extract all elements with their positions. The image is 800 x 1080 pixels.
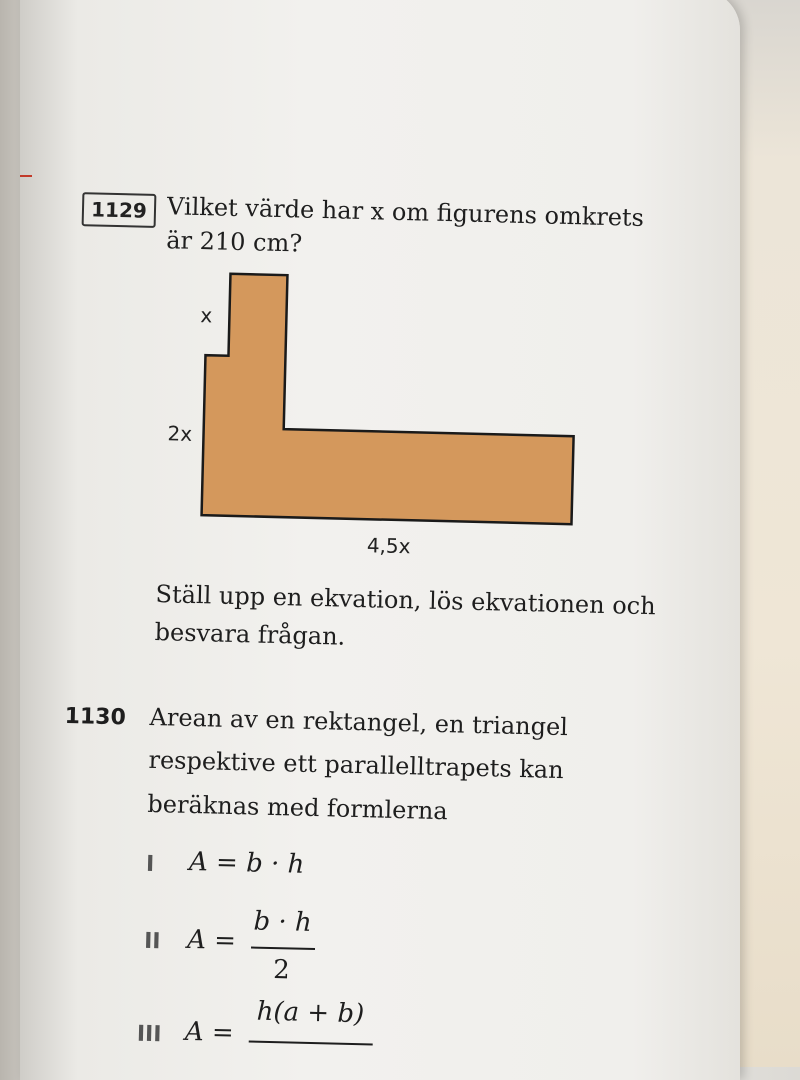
formula-2-numerator: b · h (253, 906, 313, 938)
formula-3-lhs: A = (184, 1016, 235, 1049)
label-4-5x: 4,5x (366, 533, 411, 559)
text-line-1: Arean av en rektangel, en triangel (149, 702, 569, 742)
formula-roman-3: III (136, 1021, 162, 1048)
instruction-line-2: besvara frågan. (154, 618, 346, 651)
question-line-2: är 210 cm? (165, 226, 303, 258)
text-line-3: beräknas med formlerna (147, 789, 448, 826)
formula-2-lhs: A = (186, 924, 237, 957)
formula-3-numerator: h(a + b) (256, 996, 365, 1030)
label-x: x (200, 303, 213, 328)
problem-number-1129: 1129 (82, 192, 157, 228)
label-2x: 2x (167, 421, 193, 446)
formula-2-denominator: 2 (272, 955, 291, 986)
l-shape-polygon (202, 273, 578, 524)
formula-roman-1: I (145, 851, 155, 878)
instruction-line-1: Ställ upp en ekvation, lös ekvationen och (155, 580, 656, 621)
formula-1: A = b · h (188, 846, 305, 880)
formula-roman-2: II (143, 928, 161, 955)
question-line-1: Vilket värde har x om figurens omkrets (166, 192, 645, 232)
text-line-2: respektive ett parallelltrapets kan (148, 745, 564, 785)
problem-number-1130: 1130 (64, 703, 127, 731)
